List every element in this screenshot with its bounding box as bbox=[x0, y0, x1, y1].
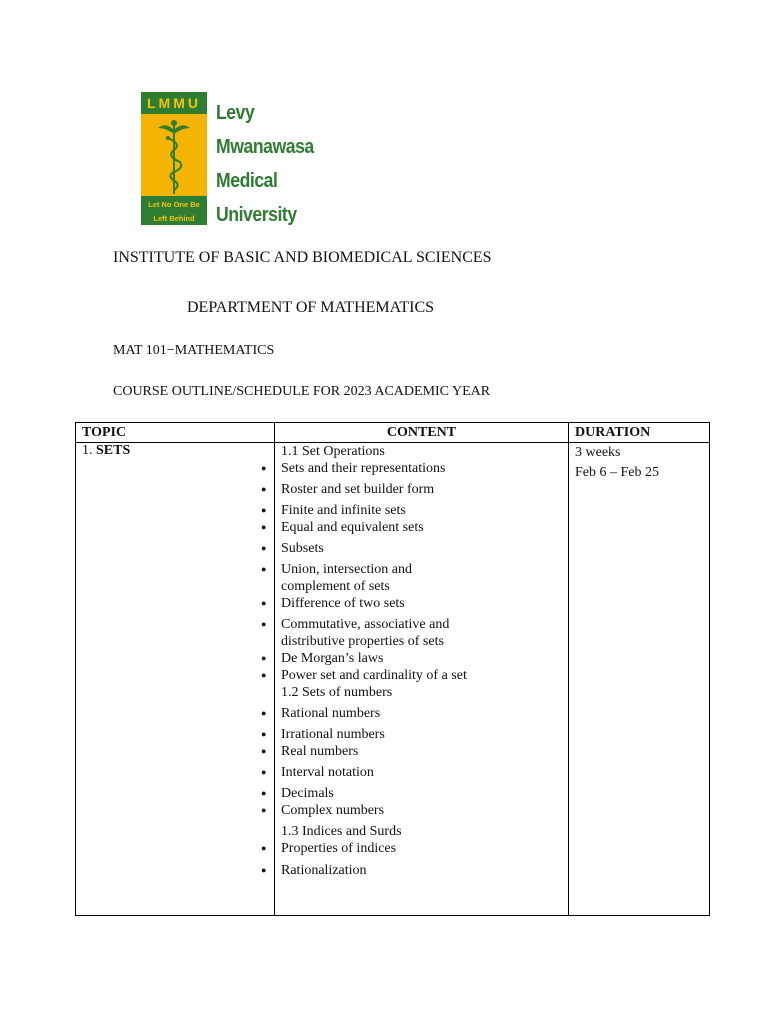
topic-name: SETS bbox=[96, 443, 131, 458]
institute-heading: INSTITUTE OF BASIC AND BIOMEDICAL SCIENCES bbox=[113, 249, 492, 266]
list-item: ● Union, intersection and complement of sets bbox=[281, 561, 441, 595]
list-item: ● Sets and their representations bbox=[281, 460, 562, 477]
list-item: ● Commutative, associative and distributive properties of sets bbox=[281, 616, 463, 650]
logo-name-line: Medical bbox=[216, 170, 278, 192]
topic-cell bbox=[76, 443, 275, 916]
header-duration: DURATION bbox=[569, 423, 710, 443]
list-item: ● Real numbers bbox=[281, 743, 562, 760]
content-cell bbox=[275, 443, 569, 916]
logo-abbreviation bbox=[141, 92, 207, 114]
duration-dates: Feb 6 – Feb 25 bbox=[575, 465, 659, 480]
table-row bbox=[76, 443, 710, 916]
caduceus-icon bbox=[154, 118, 194, 196]
list-item: ● De Morgan’s laws bbox=[281, 650, 562, 667]
section-list bbox=[281, 840, 562, 879]
motto-line-2: Left Behind bbox=[153, 214, 195, 223]
section-list bbox=[281, 705, 562, 819]
logo-motto bbox=[141, 196, 207, 225]
list-item: ● Complex numbers bbox=[281, 802, 562, 819]
section-title: 1.1 Set Operations bbox=[281, 444, 385, 459]
logo-university-name bbox=[216, 96, 327, 232]
list-item: ● Equal and equivalent sets bbox=[281, 519, 562, 536]
section-title: 1.2 Sets of numbers bbox=[281, 685, 393, 700]
department-heading: DEPARTMENT OF MATHEMATICS bbox=[187, 299, 435, 316]
university-logo bbox=[141, 92, 316, 225]
list-item: ● Irrational numbers bbox=[281, 726, 562, 743]
section-list bbox=[281, 460, 562, 684]
list-item: ● Interval notation bbox=[281, 764, 562, 781]
list-item: ● Decimals bbox=[281, 785, 562, 802]
list-item: ● Rationalization bbox=[281, 862, 562, 879]
table-header-row bbox=[76, 423, 710, 443]
course-schedule-table bbox=[75, 422, 710, 916]
list-item: ● Finite and infinite sets bbox=[281, 502, 562, 519]
logo-name-line: Levy bbox=[216, 102, 255, 124]
course-title: MAT 101−MATHEMATICS bbox=[113, 343, 275, 358]
duration-weeks: 3 weeks bbox=[575, 445, 621, 460]
motto-line-1: Let No One Be bbox=[148, 200, 200, 209]
logo-name-line: Mwanawasa bbox=[216, 136, 314, 158]
list-item: ● Rational numbers bbox=[281, 705, 562, 722]
list-item: ● Roster and set builder form bbox=[281, 481, 562, 498]
header-topic: TOPIC bbox=[76, 423, 275, 443]
logo-badge bbox=[141, 92, 207, 225]
topic-number: 1. bbox=[82, 443, 93, 458]
list-item: ● Power set and cardinality of a set bbox=[281, 667, 562, 684]
list-item: ● Properties of indices bbox=[281, 840, 562, 857]
section-title: 1.3 Indices and Surds bbox=[281, 824, 402, 839]
list-item: ● Difference of two sets bbox=[281, 595, 562, 612]
header-content: CONTENT bbox=[275, 423, 569, 443]
logo-abbreviation-text: LMMU bbox=[147, 95, 201, 111]
outline-title: COURSE OUTLINE/SCHEDULE FOR 2023 ACADEMIC YEAR bbox=[113, 384, 491, 399]
list-item: ● Subsets bbox=[281, 540, 562, 557]
logo-name-line: University bbox=[216, 204, 297, 226]
duration-cell bbox=[569, 443, 710, 916]
